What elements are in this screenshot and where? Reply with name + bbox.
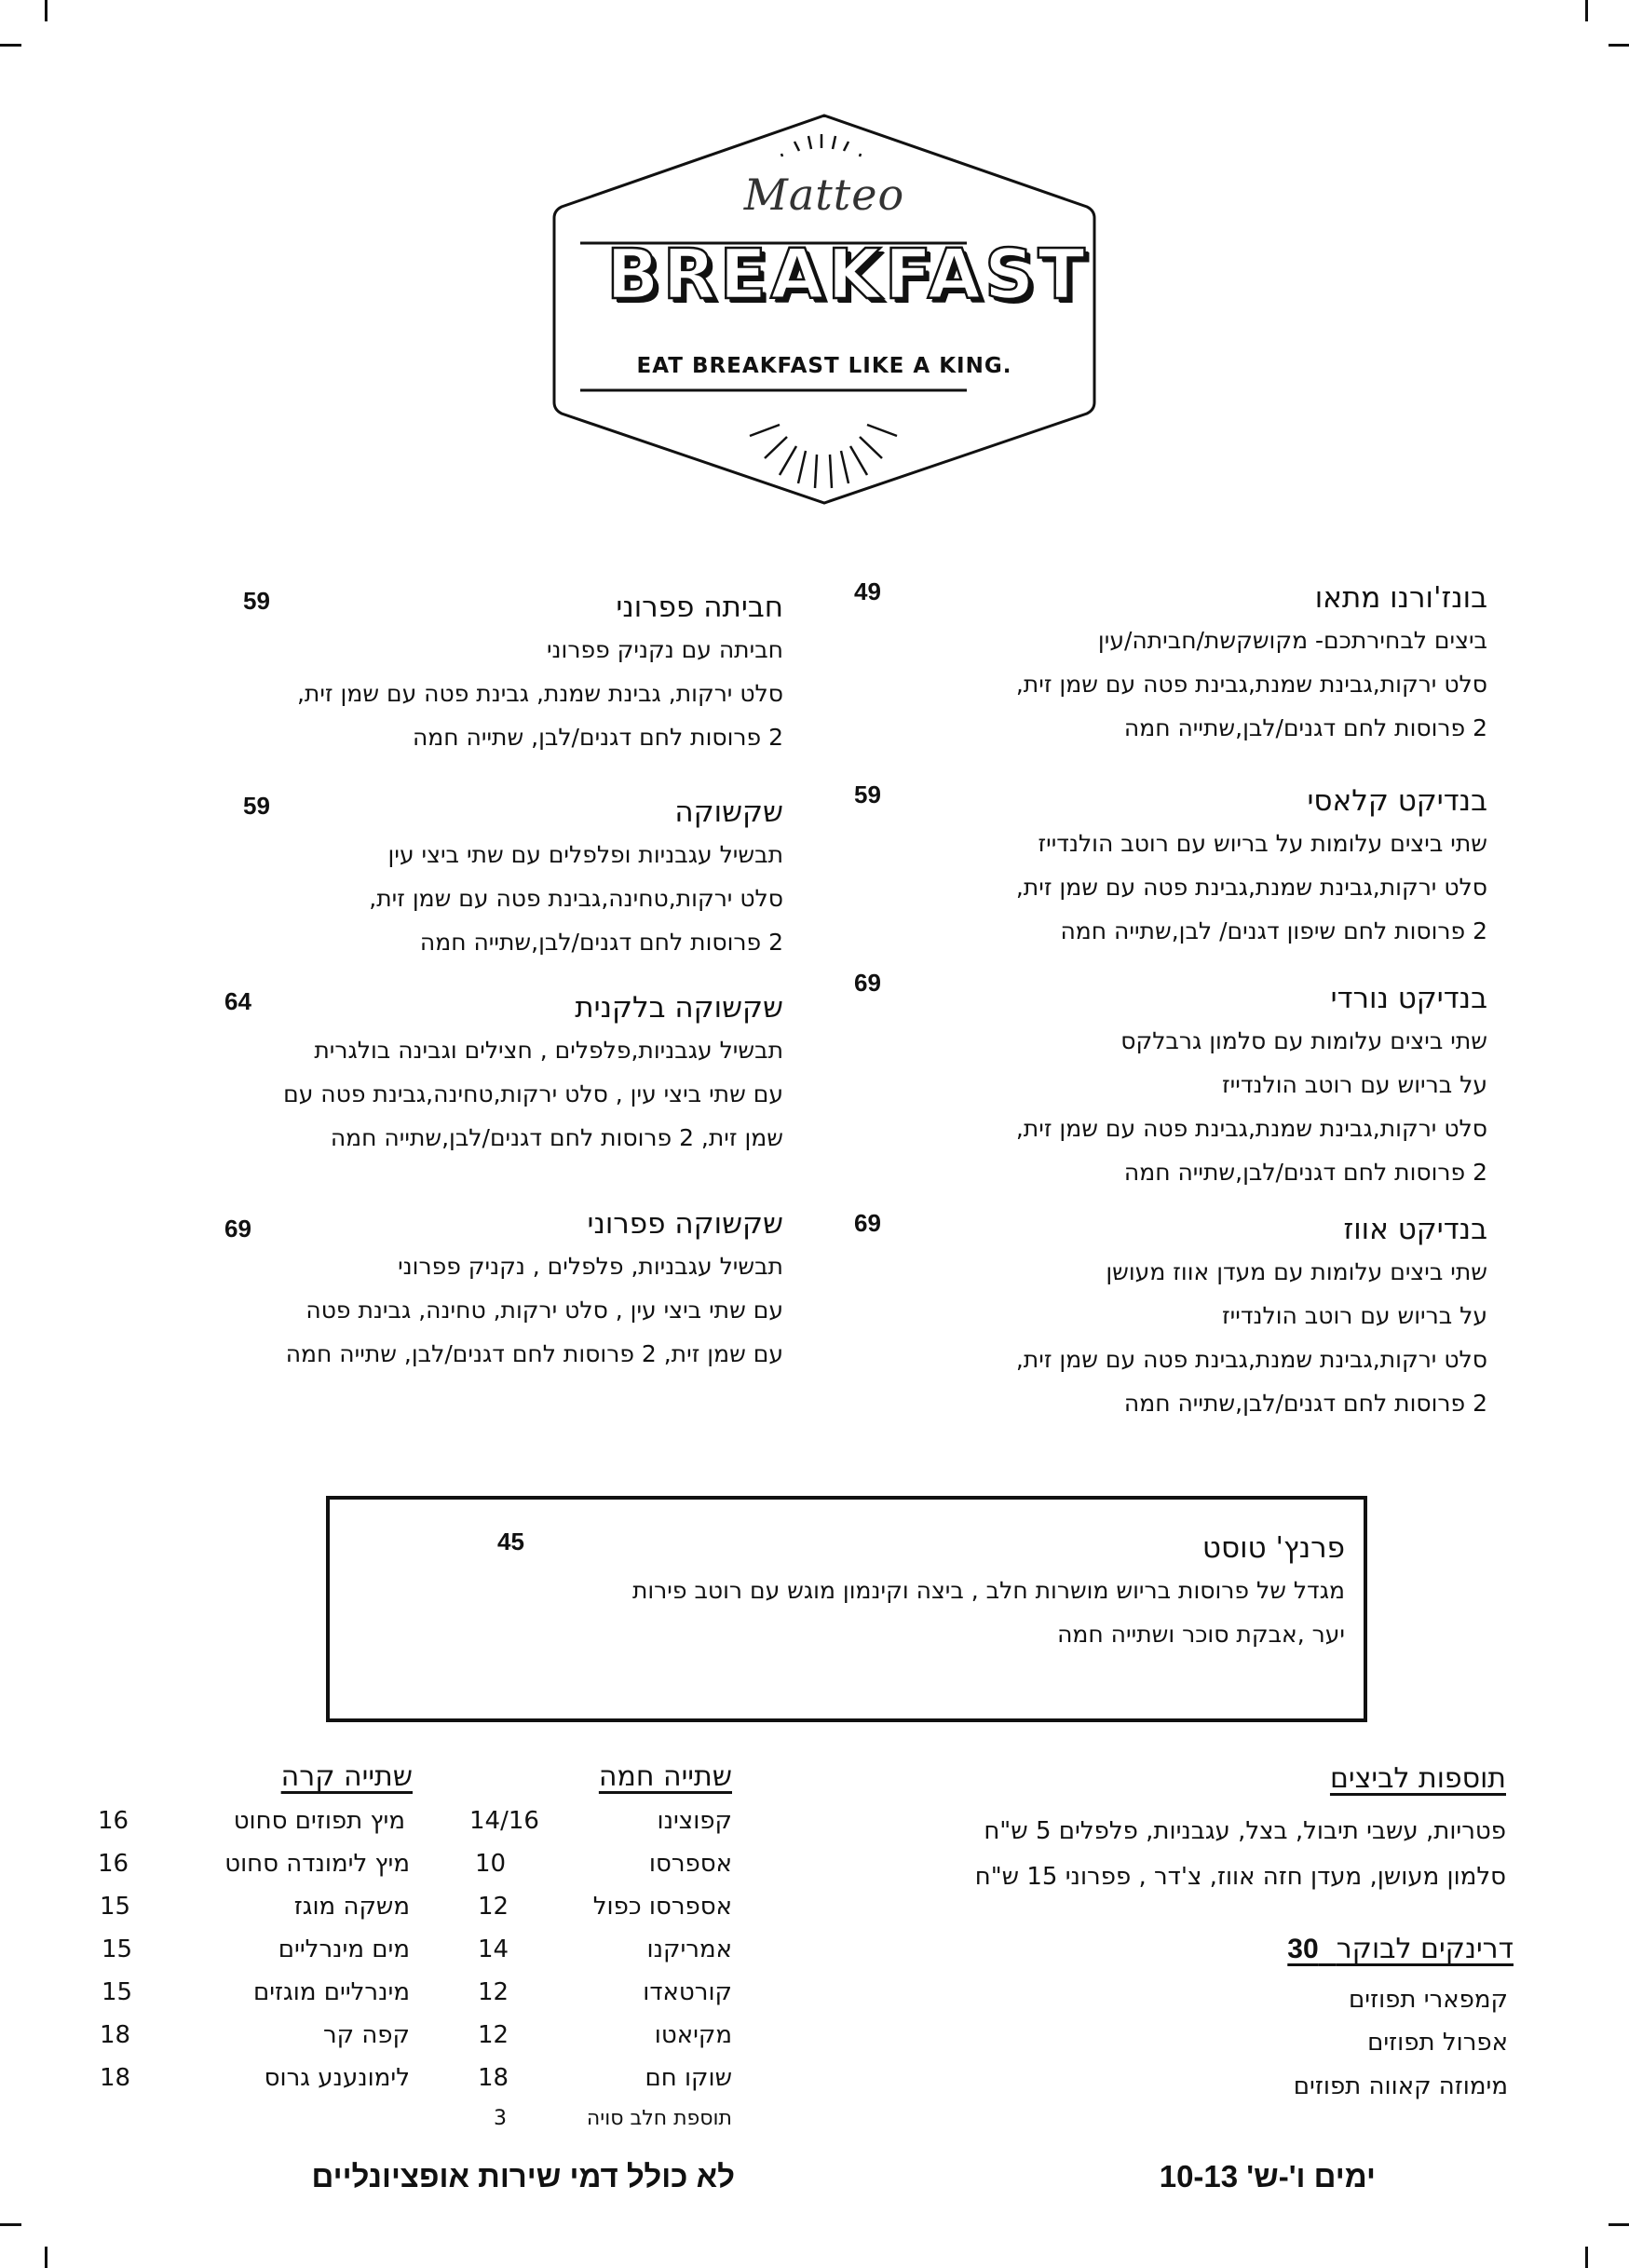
breakfast-title: BREAKFAST — [606, 235, 1089, 315]
item-desc-line: סלט ירקות,גבינת שמנת,גבינת פטה עם שמן זית, — [1015, 874, 1487, 901]
item-desc-line: 2 פרוסות לחם דגנים/לבן,שתייה חמה — [1123, 1390, 1487, 1417]
hot-drink-row — [466, 1850, 732, 1893]
item-desc-line: תבשיל עגבניות ופלפלים עם שתי ביצי עין — [387, 841, 783, 868]
drink-price: 15 — [102, 1935, 133, 1963]
crop-mark-bl-v — [45, 2247, 48, 2268]
drink-name: אמריקנו — [646, 1935, 732, 1963]
egg-addons-line: סלמון מעושן, מעדן חזה אווז, צ'דר , פפרוני 15 ש"ח — [974, 1863, 1506, 1891]
item-desc-line: שמן זית, 2 פרוסות לחם דגנים/לבן,שתייה חמה — [330, 1124, 783, 1151]
drink-price: 15 — [100, 1893, 131, 1921]
menu-item-shakshuka — [150, 792, 783, 964]
drink-name: תוספת חלב סויה — [586, 2107, 732, 2130]
item-desc-line: תבשיל עגבניות,פלפלים , חצילים וגבינה בולגרית — [314, 1037, 783, 1064]
item-price: 59 — [243, 587, 270, 615]
brand-script: Matteo — [743, 170, 905, 220]
hot-drink-row — [466, 1935, 732, 1978]
item-price: 45 — [497, 1528, 524, 1555]
item-price: 69 — [854, 969, 881, 997]
drink-name: אספרסו כפול — [592, 1893, 732, 1921]
item-price: 59 — [854, 781, 881, 808]
hot-drink-row — [466, 1807, 732, 1850]
crop-mark-bl-h — [0, 2223, 21, 2226]
item-desc-line: שתי ביצים עלומות עם מעדן אווז מעושן — [1106, 1258, 1487, 1285]
hot-drinks-list — [466, 1807, 732, 2140]
hot-drink-row — [466, 2064, 732, 2107]
breakfast-logo — [536, 114, 1113, 505]
item-price: 69 — [854, 1209, 881, 1237]
menu-item-bonjourno — [854, 577, 1487, 750]
item-desc-line: 2 פרוסות לחם שיפון דגנים/ לבן,שתייה חמה — [1060, 917, 1487, 944]
egg-addons-line: פטריות, עשבי תיבול, בצל, עגבניות, פלפלים 5 ש"ח — [984, 1817, 1506, 1845]
cold-drink-row — [98, 2064, 410, 2107]
item-name: חביתה פפרוני — [616, 591, 783, 624]
item-desc-line: עם שתי ביצי עין , סלט ירקות,טחינה,גבינת פטה עם — [283, 1080, 783, 1107]
item-desc-line: סלט ירקות,גבינת שמנת,גבינת פטה עם שמן זית, — [1015, 1115, 1487, 1142]
menu-item-benedict-goose — [854, 1209, 1487, 1425]
item-name: בנדיקט קלאסי — [1307, 784, 1487, 818]
cold-drink-row — [98, 1850, 410, 1893]
hot-drink-row — [466, 1978, 732, 2021]
item-name: בונז'ורנו מתאו — [1314, 581, 1487, 615]
item-desc-line: 2 פרוסות לחם דגנים/לבן,שתייה חמה — [1123, 714, 1487, 741]
drink-name: קפה קר — [322, 2021, 410, 2049]
drink-name: לימונענע גרוס — [264, 2064, 410, 2092]
menu-item-shakshuka-balkan — [113, 987, 783, 1160]
item-desc-line: 2 פרוסות לחם דגנים/לבן, שתייה חמה — [412, 724, 783, 751]
crop-mark-br-v — [1585, 2247, 1588, 2268]
item-price: 59 — [243, 792, 270, 820]
item-desc-line: מגדל של פרוסות בריוש מושרות חלב , ביצה וקינמון מוגש עם רוטב פירות — [631, 1577, 1345, 1604]
item-desc-line: שתי ביצים עלומות על בריוש עם רוטב הולנדייז — [1038, 830, 1487, 857]
item-desc-line: יער ,אבקת סוכר ושתייה חמה — [1057, 1621, 1345, 1648]
crop-mark-br-h — [1609, 2223, 1629, 2226]
menu-item-french-toast — [367, 1528, 1345, 1656]
drink-name: מקיאטו — [654, 2021, 732, 2049]
cold-drink-row — [98, 1807, 410, 1850]
item-desc-line: סלט ירקות,טחינה,גבינת פטה עם שמן זית, — [369, 885, 783, 912]
drink-name: קורטאדו — [643, 1978, 732, 2006]
item-desc-line: סלט ירקות, גבינת שמנת, גבינת פטה עם שמן זית, — [296, 680, 783, 707]
drink-price: 14/16 — [469, 1807, 539, 1835]
soy-milk-row — [466, 2107, 732, 2140]
menu-item-benedict-classic — [854, 781, 1487, 953]
item-name: בנדיקט אווז — [1343, 1213, 1487, 1246]
drink-price: 10 — [475, 1850, 507, 1878]
sunburst-top-icon — [781, 134, 861, 156]
item-desc-line: סלט ירקות,גבינת שמנת,גבינת פטה עם שמן זית, — [1015, 671, 1487, 698]
cold-drink-row — [98, 1893, 410, 1935]
menu-item-shakshuka-pepperoni — [113, 1203, 783, 1376]
item-desc-line: שתי ביצים עלומות עם סלמון גרבלקס — [1120, 1027, 1487, 1054]
crop-mark-tr-h — [1609, 44, 1629, 47]
morning-drinks-price: 30 — [1287, 1934, 1319, 1964]
item-desc-line: עם שמן זית, 2 פרוסות לחם דגנים/לבן, שתייה חמה — [285, 1340, 783, 1367]
item-name: בנדיקט נורדי — [1330, 982, 1487, 1015]
hot-drink-row — [466, 2021, 732, 2064]
drink-name: אספרסו — [648, 1850, 732, 1878]
hours-note: ימים ו'-ש' 10-13 — [1159, 2159, 1376, 2193]
drink-price: 16 — [98, 1807, 129, 1835]
cold-drink-row — [98, 1978, 410, 2021]
item-name: שקשוקה פפרוני — [587, 1207, 783, 1241]
menu-item-benedict-nordic — [854, 969, 1487, 1194]
item-desc-line: על בריוש עם רוטב הולנדייז — [1222, 1302, 1487, 1329]
drink-price: 18 — [478, 2064, 509, 2092]
cold-drink-row — [98, 2021, 410, 2064]
drink-name: מיץ תפוזים סחוט — [233, 1807, 405, 1835]
cold-drink-row — [98, 1935, 410, 1978]
item-desc-line: תבשיל עגבניות, פלפלים , נקניק פפרוני — [398, 1253, 783, 1280]
item-price: 49 — [854, 577, 881, 605]
morning-drink-item: קמפארי תפוזים — [1349, 1986, 1508, 2014]
drink-price: 12 — [478, 1893, 509, 1921]
drink-name: קפוצינו — [657, 1807, 732, 1835]
drink-price: 14 — [478, 1935, 509, 1963]
item-name: שקשוקה בלקנית — [575, 991, 783, 1025]
morning-drink-item: מימוזה קאווה תפוזים — [1293, 2072, 1508, 2100]
drink-price: 18 — [100, 2064, 131, 2092]
sunburst-bottom-icon — [750, 425, 897, 488]
item-price: 69 — [224, 1215, 251, 1243]
morning-drinks-title — [1287, 1933, 1514, 1965]
morning-drinks-label: דרינקים לבוקר — [1336, 1933, 1514, 1965]
item-name: פרנץ' טוסט — [1201, 1531, 1345, 1565]
drink-price: 18 — [100, 2021, 131, 2049]
item-desc-line: על בריוש עם רוטב הולנדייז — [1222, 1071, 1487, 1098]
item-desc-line: 2 פרוסות לחם דגנים/לבן,שתייה חמה — [419, 929, 783, 956]
item-desc-line: 2 פרוסות לחם דגנים/לבן,שתייה חמה — [1123, 1159, 1487, 1186]
item-desc-line: סלט ירקות,גבינת שמנת,גבינת פטה עם שמן זית, — [1015, 1346, 1487, 1373]
cold-drinks-list — [98, 1807, 410, 2107]
hot-drinks-title: שתייה חמה — [598, 1760, 732, 1793]
drink-name: משקה מוגז — [293, 1893, 410, 1921]
tagline: EAT BREAKFAST LIKE A KING. — [636, 354, 1012, 378]
item-desc-line: עם שתי ביצי עין , סלט ירקות, טחינה, גבינת פטה — [305, 1297, 783, 1324]
drink-price: 12 — [478, 1978, 509, 2006]
drink-price: 15 — [102, 1978, 133, 2006]
item-price: 64 — [224, 987, 251, 1015]
egg-addons-title: תוספות לביצים — [1329, 1762, 1506, 1795]
menu-item-omelet-pepperoni — [150, 587, 783, 759]
drink-price: 16 — [98, 1850, 129, 1878]
drink-name: מים מינרליים — [278, 1935, 410, 1963]
drink-name: מינרליים מוגזים — [252, 1978, 410, 2006]
cold-drinks-title: שתייה קרה — [280, 1760, 413, 1793]
item-name: שקשוקה — [674, 795, 783, 829]
drink-price: 12 — [478, 2021, 509, 2049]
crop-mark-tl-h — [0, 44, 21, 47]
crop-mark-tl-v — [45, 0, 48, 21]
hot-drink-row — [466, 1893, 732, 1935]
item-desc-line: ביצים לבחירתכם- מקושקשת/חביתה/עין — [1097, 627, 1487, 654]
drink-name: שוקו חם — [645, 2064, 732, 2092]
morning-drink-item: אפרול תפוזים — [1367, 2029, 1508, 2057]
drink-name: מיץ לימונדה סחוט — [224, 1850, 410, 1878]
service-charge-note: לא כולל דמי שירות אופציונליים — [311, 2159, 735, 2193]
crop-mark-tr-v — [1585, 0, 1588, 21]
drink-price: 3 — [494, 2107, 507, 2130]
item-desc-line: חביתה עם נקניק פפרוני — [546, 636, 783, 663]
